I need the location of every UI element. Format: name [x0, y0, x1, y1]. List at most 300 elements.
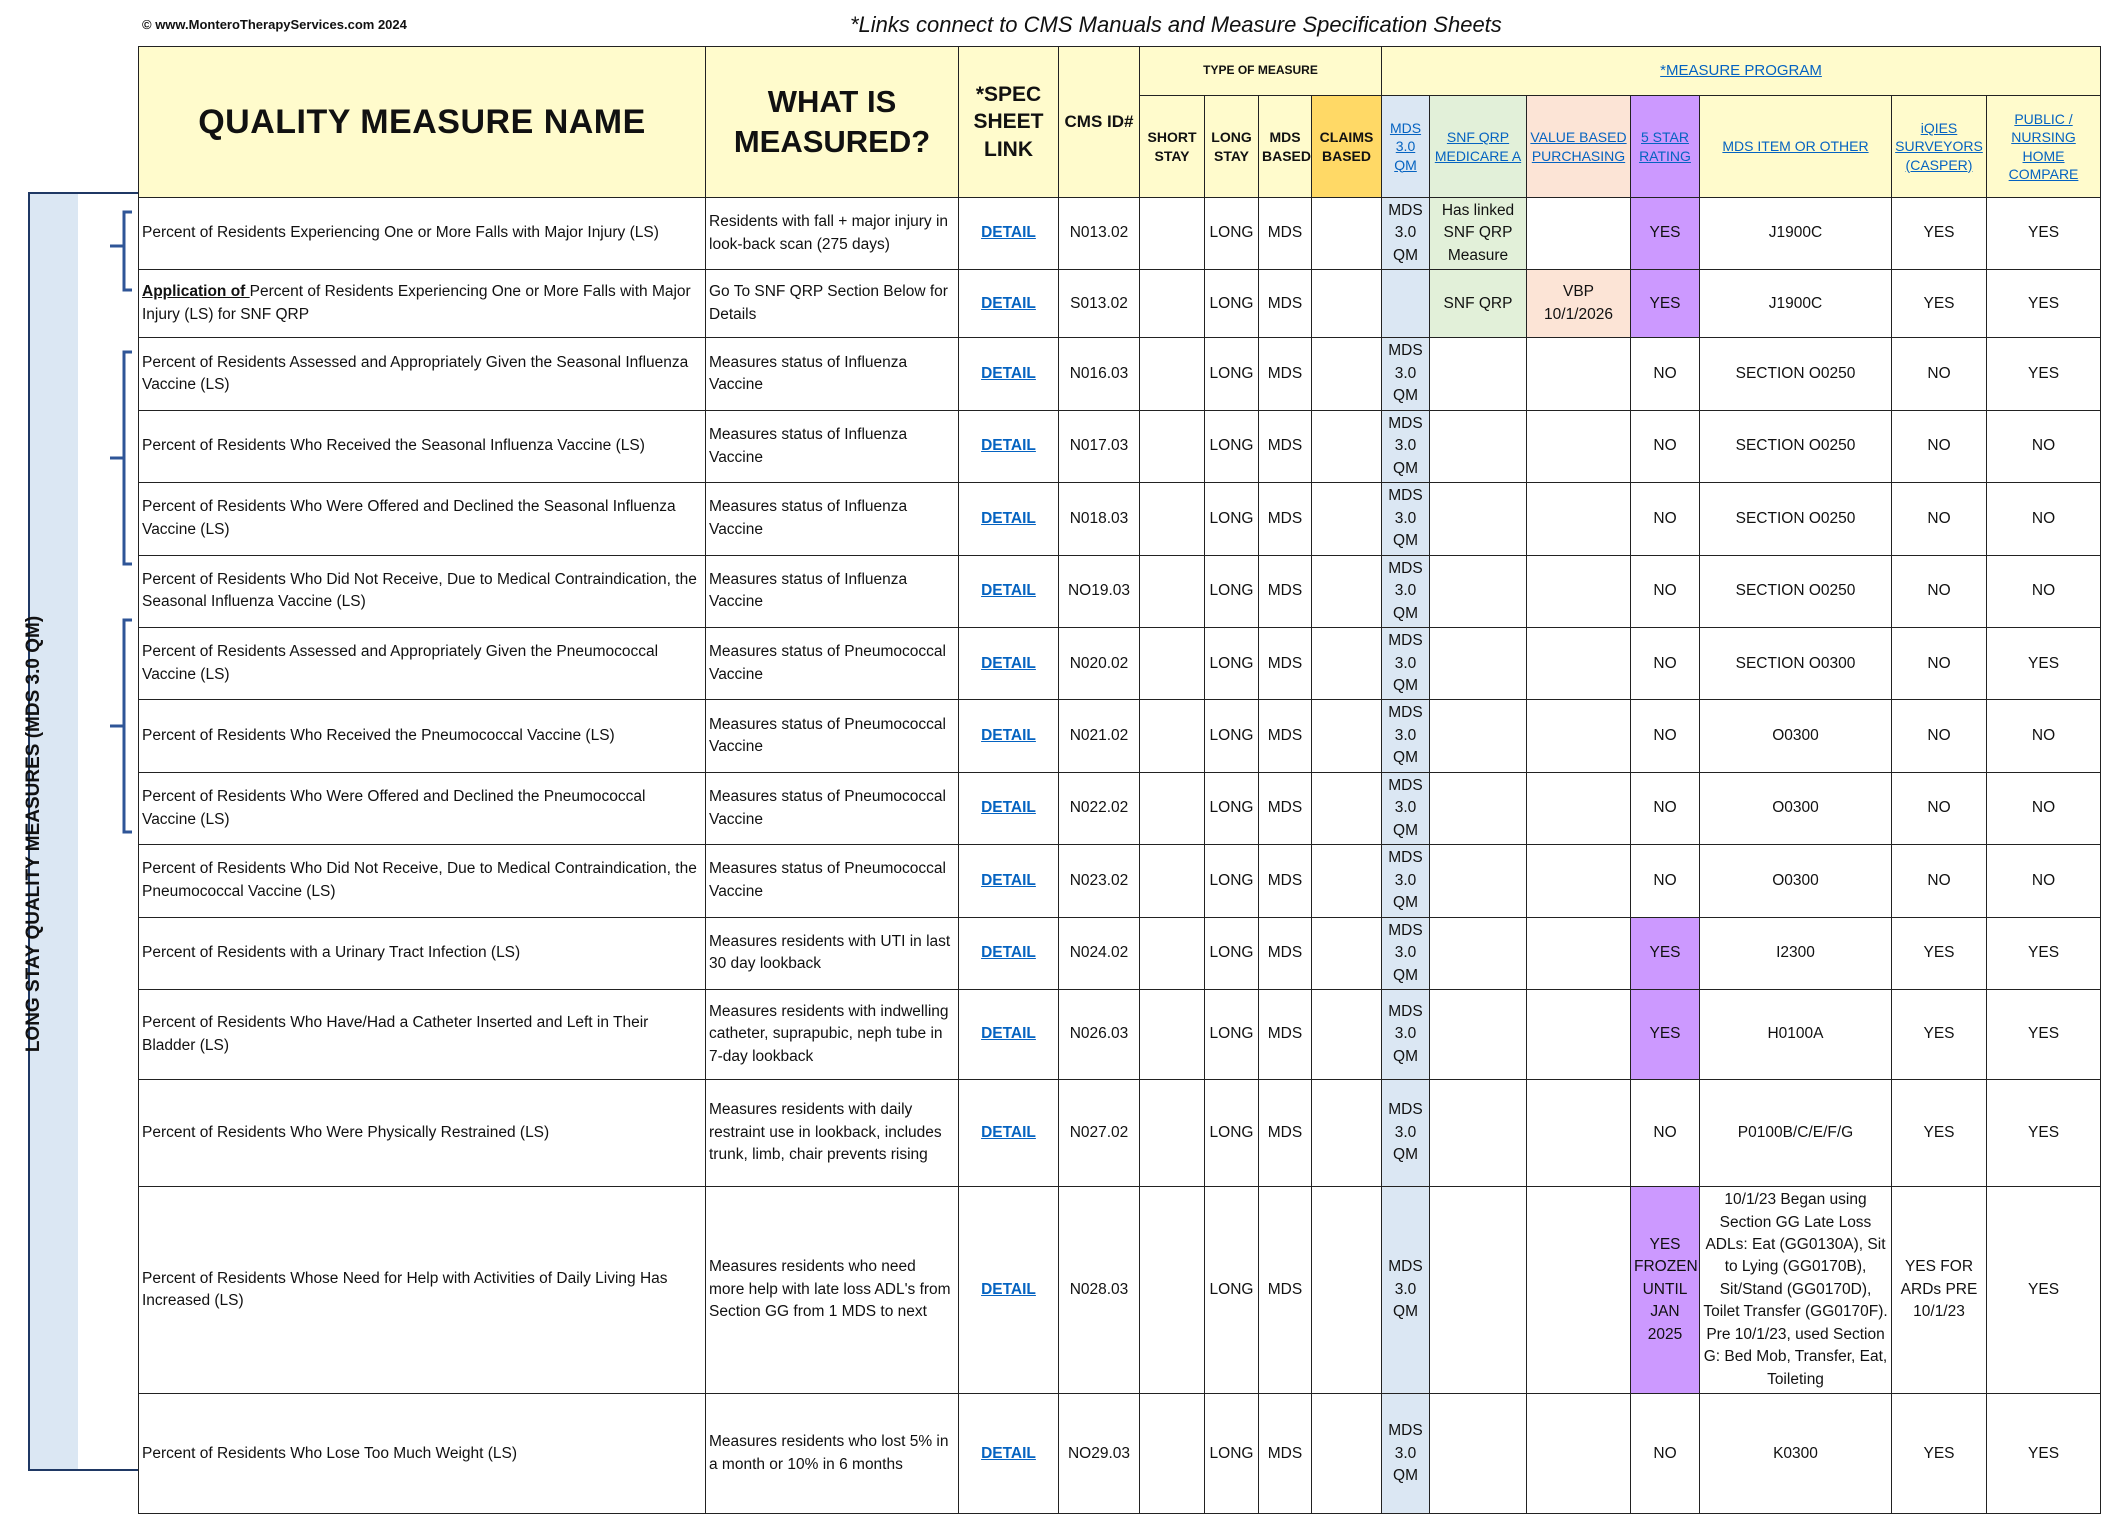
detail-link[interactable]: DETAIL: [981, 1444, 1036, 1462]
measure-name-cell: [139, 1394, 706, 1514]
long-stay-cell: LONG: [1205, 628, 1259, 700]
iqies-link[interactable]: iQIES SURVEYORS (CASPER): [1895, 120, 1983, 173]
claims-based-cell: [1312, 270, 1382, 338]
detail-link[interactable]: DETAIL: [981, 1123, 1036, 1141]
mds-based-cell: MDS: [1259, 1080, 1312, 1187]
col-claims-based: CLAIMS BASED: [1312, 96, 1382, 198]
what-measured-cell: Measures residents who lost 5% in a month or 10% in 6 months: [706, 1394, 959, 1514]
snf-qrp-cell: [1430, 772, 1527, 844]
mds-item-cell: O0300: [1700, 845, 1892, 917]
what-measured-cell: Residents with fall + major injury in look-back scan (275 days): [706, 198, 959, 270]
snf-qrp-cell: [1430, 628, 1527, 700]
iqies-cell: NO: [1892, 338, 1987, 410]
what-measured-cell: Measures status of Pneumococcal Vaccine: [706, 628, 959, 700]
five-star-cell: YES: [1631, 917, 1700, 989]
table-row: [139, 555, 2101, 627]
long-stay-cell: LONG: [1205, 1187, 1259, 1394]
measure-name-cell: [139, 1080, 706, 1187]
detail-link[interactable]: DETAIL: [981, 224, 1036, 242]
vbp-cell: [1527, 1394, 1631, 1514]
long-stay-cell: LONG: [1205, 555, 1259, 627]
spec-link-cell: [959, 555, 1059, 627]
detail-link[interactable]: DETAIL: [981, 799, 1036, 817]
public-cell: YES: [1987, 1187, 2101, 1394]
cms-id-cell: NO19.03: [1059, 555, 1140, 627]
measure-name-cell: [139, 483, 706, 555]
mds-based-cell: MDS: [1259, 700, 1312, 772]
long-stay-cell: LONG: [1205, 845, 1259, 917]
mds-item-cell: I2300: [1700, 917, 1892, 989]
cms-id-cell: N016.03: [1059, 338, 1140, 410]
short-stay-cell: [1140, 1394, 1205, 1514]
iqies-cell: YES: [1892, 1080, 1987, 1187]
measure-name-text: Percent of Residents Whose Need for Help with Activities of Daily Living Has Increased (LS): [142, 1269, 668, 1310]
mds-qm-cell: MDS 3.0 QM: [1382, 700, 1430, 772]
table-row: [139, 845, 2101, 917]
mds-qm-cell: MDS 3.0 QM: [1382, 555, 1430, 627]
cms-id-cell: NO29.03: [1059, 1394, 1140, 1514]
vbp-cell: [1527, 410, 1631, 482]
public-cell: YES: [1987, 628, 2101, 700]
mds-item-cell: H0100A: [1700, 990, 1892, 1080]
mds-qm-cell: MDS 3.0 QM: [1382, 845, 1430, 917]
claims-based-cell: [1312, 1080, 1382, 1187]
measure-name-text: Percent of Residents Who Were Offered and Declined the Pneumococcal Vaccine (LS): [142, 788, 646, 828]
short-stay-cell: [1140, 270, 1205, 338]
mds-item-cell: SECTION O0300: [1700, 628, 1892, 700]
measure-name-cell: [139, 338, 706, 410]
measure-name-cell: [139, 198, 706, 270]
col-cms-id: CMS ID#: [1059, 47, 1140, 198]
iqies-cell: NO: [1892, 772, 1987, 844]
what-measured-cell: Measures status of Influenza Vaccine: [706, 410, 959, 482]
five-star-cell: NO: [1631, 1394, 1700, 1514]
measure-name-text: Percent of Residents Who Received the Pneumococcal Vaccine (LS): [142, 726, 615, 744]
col-long-stay: LONG STAY: [1205, 96, 1259, 198]
short-stay-cell: [1140, 700, 1205, 772]
spec-link-cell: [959, 198, 1059, 270]
snf-qrp-cell: [1430, 338, 1527, 410]
measure-name-text: Percent of Residents Experiencing One or More Falls with Major Injury (LS) for SNF QRP: [142, 283, 691, 323]
spec-link-cell: [959, 483, 1059, 555]
short-stay-cell: [1140, 628, 1205, 700]
mds-based-cell: MDS: [1259, 483, 1312, 555]
iqies-cell: YES: [1892, 1394, 1987, 1514]
snf-qrp-cell: [1430, 410, 1527, 482]
table-row: [139, 772, 2101, 844]
what-measured-cell: Measures status of Influenza Vaccine: [706, 555, 959, 627]
long-stay-cell: LONG: [1205, 483, 1259, 555]
snf-qrp-cell: [1430, 1080, 1527, 1187]
measure-name-cell: [139, 555, 706, 627]
five-star-cell: NO: [1631, 483, 1700, 555]
long-stay-cell: LONG: [1205, 410, 1259, 482]
spec-link-cell: [959, 845, 1059, 917]
spec-link-cell: [959, 917, 1059, 989]
claims-based-cell: [1312, 483, 1382, 555]
five-star-cell: NO: [1631, 555, 1700, 627]
measure-name-text: Percent of Residents Experiencing One or More Falls with Major Injury (LS): [142, 224, 659, 242]
claims-based-cell: [1312, 410, 1382, 482]
detail-link[interactable]: DETAIL: [981, 944, 1036, 962]
public-compare-link[interactable]: PUBLIC / NURSING HOME COMPARE: [2008, 111, 2079, 182]
mds-item-cell: J1900C: [1700, 198, 1892, 270]
public-cell: YES: [1987, 198, 2101, 270]
cms-id-cell: N026.03: [1059, 990, 1140, 1080]
cms-id-cell: N028.03: [1059, 1187, 1140, 1394]
table-row: [139, 483, 2101, 555]
measure-name-cell: [139, 772, 706, 844]
measure-name-text: Percent of Residents Who Have/Had a Catheter Inserted and Left in Their Bladder (LS): [142, 1014, 649, 1054]
cms-id-cell: N017.03: [1059, 410, 1140, 482]
public-cell: NO: [1987, 483, 2101, 555]
long-stay-cell: LONG: [1205, 917, 1259, 989]
iqies-cell: YES: [1892, 198, 1987, 270]
mds-based-cell: MDS: [1259, 198, 1312, 270]
what-measured-cell: Go To SNF QRP Section Below for Details: [706, 270, 959, 338]
what-measured-cell: Measures residents who need more help with late loss ADL's from Section GG from 1 MDS to next: [706, 1187, 959, 1394]
cms-id-cell: N021.02: [1059, 700, 1140, 772]
mds-qm-cell: [1382, 270, 1430, 338]
table-row: [139, 700, 2101, 772]
spec-link-cell: [959, 1394, 1059, 1514]
mds-item-cell: SECTION O0250: [1700, 483, 1892, 555]
col-public[interactable]: [1987, 96, 2101, 198]
mds-qm-cell: MDS 3.0 QM: [1382, 1080, 1430, 1187]
short-stay-cell: [1140, 410, 1205, 482]
measure-name-text: Percent of Residents Who Did Not Receive, Due to Medical Contraindication, the Pneumococcal Vaccine (LS): [142, 860, 697, 900]
claims-based-cell: [1312, 772, 1382, 844]
mds-item-cell: J1900C: [1700, 270, 1892, 338]
iqies-cell: NO: [1892, 845, 1987, 917]
cms-id-cell: N027.02: [1059, 1080, 1140, 1187]
iqies-cell: NO: [1892, 700, 1987, 772]
public-cell: YES: [1987, 338, 2101, 410]
spec-link-cell: [959, 1080, 1059, 1187]
col-spec-link: *SPEC SHEET LINK: [959, 47, 1059, 198]
measure-name-cell: [139, 1187, 706, 1394]
table-row: [139, 1394, 2101, 1514]
mds-qm-cell: MDS 3.0 QM: [1382, 410, 1430, 482]
what-measured-cell: Measures status of Pneumococcal Vaccine: [706, 845, 959, 917]
public-cell: YES: [1987, 917, 2101, 989]
vbp-cell: [1527, 198, 1631, 270]
claims-based-cell: [1312, 555, 1382, 627]
detail-link[interactable]: DETAIL: [981, 1280, 1036, 1298]
snf-qrp-cell: [1430, 917, 1527, 989]
detail-link[interactable]: DETAIL: [981, 871, 1036, 889]
vbp-cell: [1527, 483, 1631, 555]
measure-name-text: Percent of Residents Who Were Offered and Declined the Seasonal Influenza Vaccine (LS): [142, 498, 676, 538]
measure-name-cell: [139, 270, 706, 338]
spec-link-cell: [959, 990, 1059, 1080]
snf-qrp-cell: [1430, 845, 1527, 917]
mds-based-cell: MDS: [1259, 1187, 1312, 1394]
table-row: [139, 338, 2101, 410]
spec-link-cell: [959, 700, 1059, 772]
spec-link-cell: [959, 338, 1059, 410]
links-notice: *Links connect to CMS Manuals and Measure Specification Sheets: [850, 12, 1502, 37]
detail-link[interactable]: DETAIL: [981, 582, 1036, 600]
public-cell: YES: [1987, 1394, 2101, 1514]
col-measure-name: QUALITY MEASURE NAME: [139, 47, 706, 198]
detail-link[interactable]: DETAIL: [981, 294, 1036, 312]
public-cell: YES: [1987, 1080, 2101, 1187]
mds-item-cell: SECTION O0250: [1700, 410, 1892, 482]
cms-id-cell: N024.02: [1059, 917, 1140, 989]
section-label: LONG STAY QUALITY MEASURES (MDS 3.0 QM): [23, 615, 45, 1052]
long-stay-cell: LONG: [1205, 1080, 1259, 1187]
snf-qrp-cell: [1430, 1187, 1527, 1394]
table-row: [139, 198, 2101, 270]
what-measured-cell: Measures residents with daily restraint use in lookback, includes trunk, limb, chair prevents rising: [706, 1080, 959, 1187]
iqies-cell: NO: [1892, 555, 1987, 627]
mds-item-cell: K0300: [1700, 1394, 1892, 1514]
five-star-cell: NO: [1631, 845, 1700, 917]
mds-item-cell: O0300: [1700, 700, 1892, 772]
bracket-pneumococcal: [110, 620, 132, 832]
short-stay-cell: [1140, 845, 1205, 917]
detail-link[interactable]: DETAIL: [981, 1025, 1036, 1043]
table-row: [139, 1080, 2101, 1187]
vbp-cell: [1527, 338, 1631, 410]
col-short-stay: SHORT STAY: [1140, 96, 1205, 198]
claims-based-cell: [1312, 845, 1382, 917]
what-measured-cell: Measures status of Pneumococcal Vaccine: [706, 772, 959, 844]
measure-name-text: Percent of Residents Assessed and Appropriately Given the Seasonal Influenza Vaccine (LS): [142, 353, 689, 394]
table-row: [139, 410, 2101, 482]
iqies-cell: NO: [1892, 410, 1987, 482]
col-mds-based: MDS BASED: [1259, 96, 1312, 198]
detail-link[interactable]: DETAIL: [981, 726, 1036, 744]
short-stay-cell: [1140, 772, 1205, 844]
cms-id-cell: N018.03: [1059, 483, 1140, 555]
measure-name-text: Percent of Residents Who Lose Too Much Weight (LS): [142, 1444, 518, 1462]
mds-item-cell: 10/1/23 Began using Section GG Late Loss ADLs: Eat (GG0130A), Sit to Lying (GG0170B), Sit/Stand (GG0170D), Toilet Transfer (GG0170F). Pre 10/1/23, used Section G: Bed Mob, Transfer, Eat, Toileting: [1700, 1187, 1892, 1394]
public-cell: NO: [1987, 555, 2101, 627]
measure-program-link[interactable]: *MEASURE PROGRAM: [1660, 62, 1822, 80]
public-cell: YES: [1987, 270, 2101, 338]
measure-name-text: Percent of Residents with a Urinary Tract Infection (LS): [142, 944, 521, 962]
mds-based-cell: MDS: [1259, 338, 1312, 410]
vbp-cell: [1527, 990, 1631, 1080]
iqies-cell: NO: [1892, 483, 1987, 555]
table-row: [139, 1187, 2101, 1394]
snf-qrp-cell: [1430, 555, 1527, 627]
vbp-cell: [1527, 772, 1631, 844]
iqies-cell: YES: [1892, 270, 1987, 338]
short-stay-cell: [1140, 917, 1205, 989]
quality-measures-table: [138, 46, 2101, 1514]
iqies-cell: NO: [1892, 628, 1987, 700]
mds-based-cell: MDS: [1259, 410, 1312, 482]
measure-name-text: Percent of Residents Assessed and Appropriately Given the Pneumococcal Vaccine (LS): [142, 643, 659, 683]
spec-link-cell: [959, 270, 1059, 338]
five-star-cell: YES: [1631, 270, 1700, 338]
mds-item-cell: SECTION O0250: [1700, 555, 1892, 627]
short-stay-cell: [1140, 198, 1205, 270]
vbp-cell: [1527, 1080, 1631, 1187]
snf-qrp-link[interactable]: SNF QRP MEDICARE A: [1434, 129, 1522, 164]
five-star-cell: NO: [1631, 410, 1700, 482]
claims-based-cell: [1312, 628, 1382, 700]
what-measured-cell: Measures residents with indwelling catheter, suprapubic, neph tube in 7-day lookback: [706, 990, 959, 1080]
detail-link[interactable]: DETAIL: [981, 364, 1036, 382]
col-five-star[interactable]: [1631, 96, 1700, 198]
mds-qm-link[interactable]: MDS 3.0 QM: [1389, 120, 1422, 173]
iqies-cell: YES: [1892, 917, 1987, 989]
short-stay-cell: [1140, 555, 1205, 627]
snf-qrp-cell: SNF QRP: [1430, 270, 1527, 338]
claims-based-cell: [1312, 1394, 1382, 1514]
vbp-cell: [1527, 555, 1631, 627]
iqies-cell: YES FOR ARDs PRE 10/1/23: [1892, 1187, 1987, 1394]
mds-based-cell: MDS: [1259, 772, 1312, 844]
detail-link[interactable]: DETAIL: [981, 509, 1036, 527]
col-iqies[interactable]: [1892, 96, 1987, 198]
detail-link[interactable]: DETAIL: [981, 654, 1036, 672]
vbp-cell: [1527, 845, 1631, 917]
mds-qm-cell: MDS 3.0 QM: [1382, 483, 1430, 555]
mds-based-cell: MDS: [1259, 845, 1312, 917]
snf-qrp-cell: [1430, 483, 1527, 555]
claims-based-cell: [1312, 917, 1382, 989]
long-stay-cell: LONG: [1205, 270, 1259, 338]
short-stay-cell: [1140, 338, 1205, 410]
mds-qm-cell: MDS 3.0 QM: [1382, 628, 1430, 700]
mds-based-cell: MDS: [1259, 555, 1312, 627]
mds-based-cell: MDS: [1259, 628, 1312, 700]
col-what-measured: WHAT IS MEASURED?: [706, 47, 959, 198]
grouping-brackets: [96, 192, 140, 1471]
col-vbp[interactable]: [1527, 96, 1631, 198]
five-star-link[interactable]: 5 STAR RATING: [1639, 129, 1691, 164]
copyright-text: © www.MonteroTherapyServices.com 2024: [142, 17, 407, 32]
col-snf-qrp[interactable]: [1430, 96, 1527, 198]
public-cell: NO: [1987, 700, 2101, 772]
public-cell: YES: [1987, 990, 2101, 1080]
cms-id-cell: N020.02: [1059, 628, 1140, 700]
five-star-cell: NO: [1631, 1080, 1700, 1187]
measure-name-text: Percent of Residents Who Received the Seasonal Influenza Vaccine (LS): [142, 437, 645, 455]
vbp-cell: [1527, 1187, 1631, 1394]
long-stay-cell: LONG: [1205, 700, 1259, 772]
five-star-cell: YES: [1631, 198, 1700, 270]
snf-qrp-cell: Has linked SNF QRP Measure: [1430, 198, 1527, 270]
mds-based-cell: MDS: [1259, 917, 1312, 989]
measure-program-header[interactable]: [1382, 47, 2101, 96]
table-body: [139, 198, 2101, 1514]
col-mds-qm[interactable]: [1382, 96, 1430, 198]
snf-qrp-cell: [1430, 1394, 1527, 1514]
five-star-cell: YES FROZEN UNTIL JAN 2025: [1631, 1187, 1700, 1394]
measure-name-prefix: Application of: [142, 283, 250, 301]
mds-qm-cell: MDS 3.0 QM: [1382, 1394, 1430, 1514]
claims-based-cell: [1312, 1187, 1382, 1394]
claims-based-cell: [1312, 198, 1382, 270]
what-measured-cell: Measures residents with UTI in last 30 day lookback: [706, 917, 959, 989]
short-stay-cell: [1140, 1187, 1205, 1394]
five-star-cell: NO: [1631, 772, 1700, 844]
vbp-link[interactable]: VALUE BASED PURCHASING: [1530, 129, 1627, 164]
measure-name-cell: [139, 628, 706, 700]
mds-item-link[interactable]: MDS ITEM OR OTHER: [1722, 138, 1869, 155]
public-cell: NO: [1987, 772, 2101, 844]
mds-item-cell: P0100B/C/E/F/G: [1700, 1080, 1892, 1187]
iqies-cell: YES: [1892, 990, 1987, 1080]
mds-based-cell: MDS: [1259, 270, 1312, 338]
long-stay-cell: LONG: [1205, 990, 1259, 1080]
vbp-cell: VBP 10/1/2026: [1527, 270, 1631, 338]
five-star-cell: NO: [1631, 700, 1700, 772]
long-stay-cell: LONG: [1205, 338, 1259, 410]
public-cell: NO: [1987, 410, 2101, 482]
spec-link-cell: [959, 628, 1059, 700]
mds-qm-cell: MDS 3.0 QM: [1382, 917, 1430, 989]
measure-name-cell: [139, 990, 706, 1080]
measure-name-text: Percent of Residents Who Were Physically Restrained (LS): [142, 1123, 550, 1141]
mds-item-cell: SECTION O0250: [1700, 338, 1892, 410]
claims-based-cell: [1312, 338, 1382, 410]
vbp-cell: [1527, 628, 1631, 700]
claims-based-cell: [1312, 990, 1382, 1080]
vbp-cell: [1527, 700, 1631, 772]
mds-based-cell: MDS: [1259, 990, 1312, 1080]
cms-id-cell: N013.02: [1059, 198, 1140, 270]
mds-qm-cell: MDS 3.0 QM: [1382, 198, 1430, 270]
table-row: [139, 628, 2101, 700]
what-measured-cell: Measures status of Influenza Vaccine: [706, 483, 959, 555]
snf-qrp-cell: [1430, 700, 1527, 772]
table-row: [139, 917, 2101, 989]
spec-link-cell: [959, 1187, 1059, 1394]
long-stay-cell: LONG: [1205, 1394, 1259, 1514]
col-mds-item[interactable]: [1700, 96, 1892, 198]
mds-qm-cell: MDS 3.0 QM: [1382, 1187, 1430, 1394]
measure-name-cell: [139, 410, 706, 482]
long-stay-cell: LONG: [1205, 772, 1259, 844]
short-stay-cell: [1140, 483, 1205, 555]
table-row: [139, 990, 2101, 1080]
five-star-cell: YES: [1631, 990, 1700, 1080]
cms-id-cell: N022.02: [1059, 772, 1140, 844]
mds-item-cell: O0300: [1700, 772, 1892, 844]
mds-qm-cell: MDS 3.0 QM: [1382, 990, 1430, 1080]
snf-qrp-cell: [1430, 990, 1527, 1080]
what-measured-cell: Measures status of Pneumococcal Vaccine: [706, 700, 959, 772]
mds-based-cell: MDS: [1259, 1394, 1312, 1514]
detail-link[interactable]: DETAIL: [981, 437, 1036, 455]
mds-qm-cell: MDS 3.0 QM: [1382, 338, 1430, 410]
five-star-cell: NO: [1631, 338, 1700, 410]
claims-based-cell: [1312, 700, 1382, 772]
short-stay-cell: [1140, 990, 1205, 1080]
cms-id-cell: N023.02: [1059, 845, 1140, 917]
table-row: [139, 270, 2101, 338]
long-stay-cell: LONG: [1205, 198, 1259, 270]
short-stay-cell: [1140, 1080, 1205, 1187]
spec-link-cell: [959, 410, 1059, 482]
five-star-cell: NO: [1631, 628, 1700, 700]
spec-link-cell: [959, 772, 1059, 844]
mds-qm-cell: MDS 3.0 QM: [1382, 772, 1430, 844]
measure-name-cell: [139, 845, 706, 917]
what-measured-cell: Measures status of Influenza Vaccine: [706, 338, 959, 410]
public-cell: NO: [1987, 845, 2101, 917]
measure-name-cell: [139, 917, 706, 989]
measure-name-text: Percent of Residents Who Did Not Receive, Due to Medical Contraindication, the Seasonal Influenza Vaccine (LS): [142, 570, 697, 611]
measure-name-cell: [139, 700, 706, 772]
